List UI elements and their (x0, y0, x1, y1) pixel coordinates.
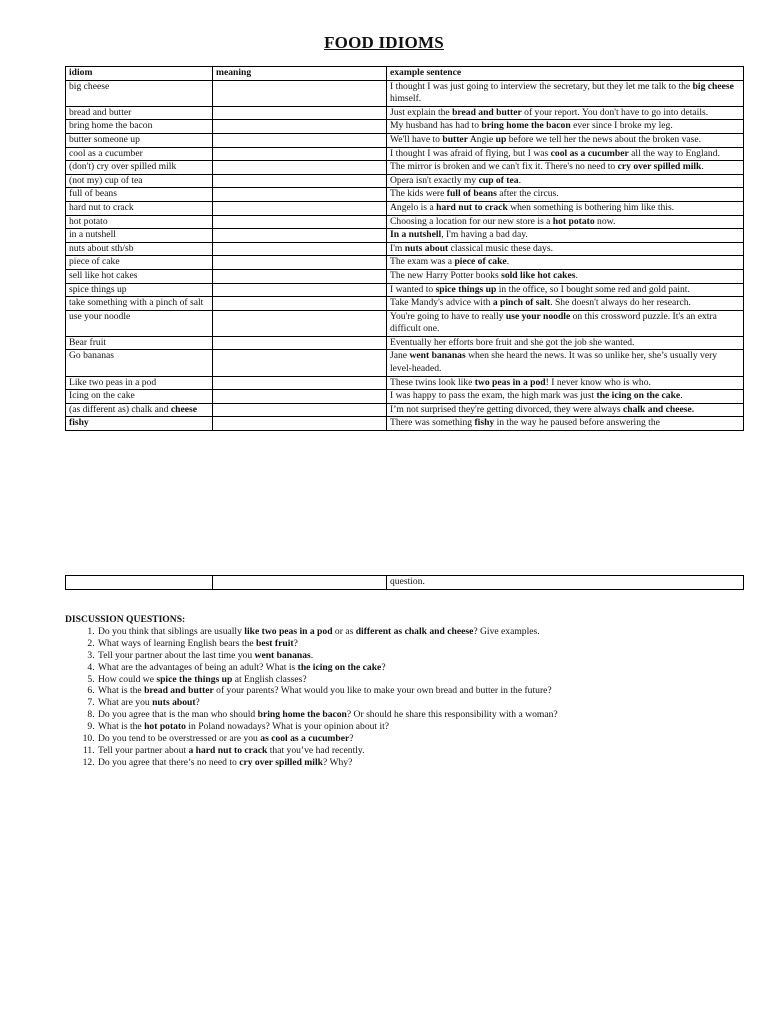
idiom-cell: piece of cake (66, 256, 213, 270)
bold-idiom-text: full of beans (446, 188, 497, 200)
meaning-cell (213, 174, 387, 188)
bold-idiom-text: cry over spilled milk (239, 756, 323, 768)
header-idiom: idiom (66, 67, 213, 81)
bold-idiom-text: sold like hot cakes (501, 269, 576, 281)
table-row (66, 310, 744, 336)
example-cell: I wanted to spice things up in the office, so I bought some red and gold paint. (387, 283, 744, 297)
table-row (66, 297, 744, 311)
page-title: FOOD IDIOMS (324, 33, 444, 52)
meaning-cell (213, 336, 387, 350)
table-row (66, 417, 744, 431)
idiom-cell: Bear fruit (66, 336, 213, 350)
idiom-cell: cool as a cucumber (66, 147, 213, 161)
meaning-cell (213, 283, 387, 297)
example-cell: You're going to have to really use your noodle on this crossword puzzle. It's an extra difficult one. (387, 310, 744, 336)
bold-idiom-text: bread and butter (144, 685, 214, 697)
example-cell: Jane went bananas when she heard the news. It was so unlike her, she’s usually very level-headed. (387, 350, 744, 376)
idiom-cell: sell like hot cakes (66, 269, 213, 283)
discussion-title: DISCUSSION QUESTIONS: (65, 614, 186, 625)
meaning-cell (213, 161, 387, 175)
idiom-cell: spice things up (66, 283, 213, 297)
example-cell: I thought I was afraid of flying, but I was cool as a cucumber all the way to England. (387, 147, 744, 161)
bold-idiom-text: cool as a cucumber (550, 147, 629, 159)
discussion-question: 1. Do you think that siblings are usually like two peas in a pod or as different as chalk and cheese? Give examples. (97, 626, 745, 638)
example-cell: Take Mandy's advice with a pinch of salt. She doesn't always do her research. (387, 297, 744, 311)
idioms-table (65, 66, 744, 431)
example-cell: I was happy to pass the exam, the high mark was just the icing on the cake. (387, 390, 744, 404)
discussion-question: 10. Do you tend to be overstressed or are you as cool as a cucumber? (97, 733, 745, 745)
discussion-question: 3. Tell your partner about the last time you went bananas. (97, 650, 745, 662)
table-row (66, 106, 744, 120)
table-row (66, 376, 744, 390)
idiom-cell: big cheese (66, 80, 213, 106)
meaning-cell (213, 256, 387, 270)
example-cell: We'll have to butter Angie up before we tell her the news about the broken vase. (387, 133, 744, 147)
idiom-cell: (don't) cry over spilled milk (66, 161, 213, 175)
example-cell: Angelo is a hard nut to crack when something is bothering him like this. (387, 201, 744, 215)
meaning-cell (213, 147, 387, 161)
table-row (66, 174, 744, 188)
bold-idiom-text: chalk and cheese. (622, 403, 695, 415)
meaning-cell (213, 576, 387, 590)
bold-idiom-text: cup of tea (478, 174, 519, 186)
table-row (66, 576, 744, 590)
bold-idiom-text: hot potato (144, 721, 186, 733)
meaning-cell (213, 120, 387, 134)
table-row (66, 120, 744, 134)
meaning-cell (213, 350, 387, 376)
example-cell: I'm nuts about classical music these days. (387, 242, 744, 256)
discussion-question: 6. What is the bread and butter of your parents? What would you like to make your own bread and butter in the future? (97, 685, 745, 697)
meaning-cell (213, 390, 387, 404)
meaning-cell (213, 310, 387, 336)
table-row (66, 242, 744, 256)
idiom-cell: hard nut to crack (66, 201, 213, 215)
idiom-cell: bring home the bacon (66, 120, 213, 134)
idiom-cell: take something with a pinch of salt (66, 297, 213, 311)
bold-idiom-text: up (495, 133, 507, 145)
bold-idiom-text: the icing on the cake (596, 390, 681, 402)
example-cell: These twins look like two peas in a pod! I never know who is who. (387, 376, 744, 390)
discussion-question: 4. What are the advantages of being an adult? What is the icing on the cake? (97, 662, 745, 674)
idiom-cell: hot potato (66, 215, 213, 229)
idiom-cell (66, 417, 213, 431)
idiom-cell: in a nutshell (66, 229, 213, 243)
bold-idiom-text: nuts about (152, 697, 196, 709)
example-cell: I’m not surprised they're getting divorced, they were always chalk and cheese. (387, 403, 744, 417)
bold-idiom-text: cheese (170, 403, 197, 415)
meaning-cell (213, 188, 387, 202)
table-header-row (66, 67, 744, 81)
idioms-table-body (66, 67, 744, 431)
example-cell: The mirror is broken and we can't fix it. There's no need to cry over spilled milk. (387, 161, 744, 175)
bold-idiom-text: spice things up (435, 283, 497, 295)
example-cell: The new Harry Potter books sold like hot cakes. (387, 269, 744, 283)
table-row (66, 215, 744, 229)
table-row (66, 283, 744, 297)
table-row (66, 336, 744, 350)
bold-idiom-text: the icing on the cake (297, 661, 382, 673)
idiom-cell: Like two peas in a pod (66, 376, 213, 390)
discussion-question: 5. How could we spice the things up at English classes? (97, 674, 745, 686)
discussion-question: 2. What ways of learning English bears the best fruit? (97, 638, 745, 650)
example-cell: In a nutshell, I'm having a bad day. (387, 229, 744, 243)
bold-idiom-text: two peas in a pod (474, 376, 546, 388)
discussion-question: 12. Do you agree that there’s no need to cry over spilled milk? Why? (97, 757, 745, 769)
table-row (66, 229, 744, 243)
header-example-sentence: example sentence (387, 67, 744, 81)
idiom-cell: butter someone up (66, 133, 213, 147)
idiom-cell: use your noodle (66, 310, 213, 336)
table-row (66, 188, 744, 202)
bold-idiom-text: spice the things up (156, 673, 233, 685)
bold-idiom-text: nuts about (404, 242, 449, 254)
table-row (66, 201, 744, 215)
discussion-section (65, 614, 745, 769)
meaning-cell (213, 133, 387, 147)
bold-idiom-text: fishy (474, 417, 495, 429)
bold-idiom-text: piece of cake (454, 256, 507, 268)
idiom-cell: Icing on the cake (66, 390, 213, 404)
meaning-cell (213, 376, 387, 390)
meaning-cell (213, 417, 387, 431)
bold-idiom-text: In a nutshell (390, 229, 442, 241)
idiom-cell: (as different as) chalk and cheese (66, 403, 213, 417)
bold-idiom-text: bread and butter (452, 106, 522, 118)
discussion-question-list (65, 626, 745, 769)
meaning-cell (213, 201, 387, 215)
meaning-cell (213, 80, 387, 106)
table-row (66, 133, 744, 147)
idiom-cell (66, 576, 213, 590)
meaning-cell (213, 269, 387, 283)
bold-idiom-text: use your noodle (505, 310, 571, 322)
example-cell: The kids were full of beans after the circus. (387, 188, 744, 202)
bold-idiom-text: fishy (69, 417, 89, 429)
idiom-cell: Go bananas (66, 350, 213, 376)
bold-idiom-text: went bananas (409, 350, 466, 362)
bold-idiom-text: bring home the bacon (481, 120, 571, 132)
bold-idiom-text: big cheese (692, 80, 734, 92)
meaning-cell (213, 229, 387, 243)
meaning-cell (213, 242, 387, 256)
discussion-question: 9. What is the hot potato in Poland nowadays? What is your opinion about it? (97, 721, 745, 733)
meaning-cell (213, 215, 387, 229)
bold-idiom-text: best fruit (255, 637, 294, 649)
table-row (66, 350, 744, 376)
meaning-cell (213, 403, 387, 417)
table-row (66, 161, 744, 175)
header-meaning: meaning (213, 67, 387, 81)
example-cell: question. (387, 576, 744, 590)
bold-idiom-text: cry over spilled milk (617, 161, 702, 173)
example-cell: Opera isn't exactly my cup of tea. (387, 174, 744, 188)
table-row (66, 403, 744, 417)
idiom-cell: (not my) cup of tea (66, 174, 213, 188)
bold-idiom-text: butter (442, 133, 468, 145)
example-cell: My husband has had to bring home the bacon ever since I broke my leg. (387, 120, 744, 134)
bold-idiom-text: like two peas in a pod (244, 625, 333, 637)
idiom-cell: nuts about sth/sb (66, 242, 213, 256)
discussion-question: 8. Do you agree that is the man who should bring home the bacon? Or should he share this responsibility with a woman? (97, 709, 745, 721)
example-cell: There was something fishy in the way he paused before answering the (387, 417, 744, 431)
discussion-question: 11. Tell your partner about a hard nut to crack that you’ve had recently. (97, 745, 745, 757)
table-row (66, 80, 744, 106)
meaning-cell (213, 297, 387, 311)
table-row (66, 269, 744, 283)
bold-idiom-text: as cool as a cucumber (260, 733, 350, 745)
example-cell: Eventually her efforts bore fruit and she got the job she wanted. (387, 336, 744, 350)
example-cell: The exam was a piece of cake. (387, 256, 744, 270)
table-row (66, 256, 744, 270)
table-row (66, 390, 744, 404)
meaning-cell (213, 106, 387, 120)
bold-idiom-text: hot potato (552, 215, 595, 227)
example-cell: Choosing a location for our new store is a hot potato now. (387, 215, 744, 229)
bold-idiom-text: a pinch of salt (492, 297, 551, 309)
example-cell: I thought I was just going to interview the secretary, but they let me talk to the big cheese himself. (387, 80, 744, 106)
bold-idiom-text: went bananas (254, 649, 311, 661)
example-cell: Just explain the bread and butter of your report. You don't have to go into details. (387, 106, 744, 120)
bold-idiom-text: different as chalk and cheese (355, 625, 474, 637)
bold-idiom-text: bring home the bacon (257, 709, 347, 721)
bold-idiom-text: a hard nut to crack (188, 744, 268, 756)
discussion-question: 7. What are you nuts about? (97, 697, 745, 709)
table-row (66, 147, 744, 161)
idiom-cell: bread and butter (66, 106, 213, 120)
bold-idiom-text: hard nut to crack (436, 201, 508, 213)
idioms-table-continuation (65, 575, 744, 590)
idiom-cell: full of beans (66, 188, 213, 202)
